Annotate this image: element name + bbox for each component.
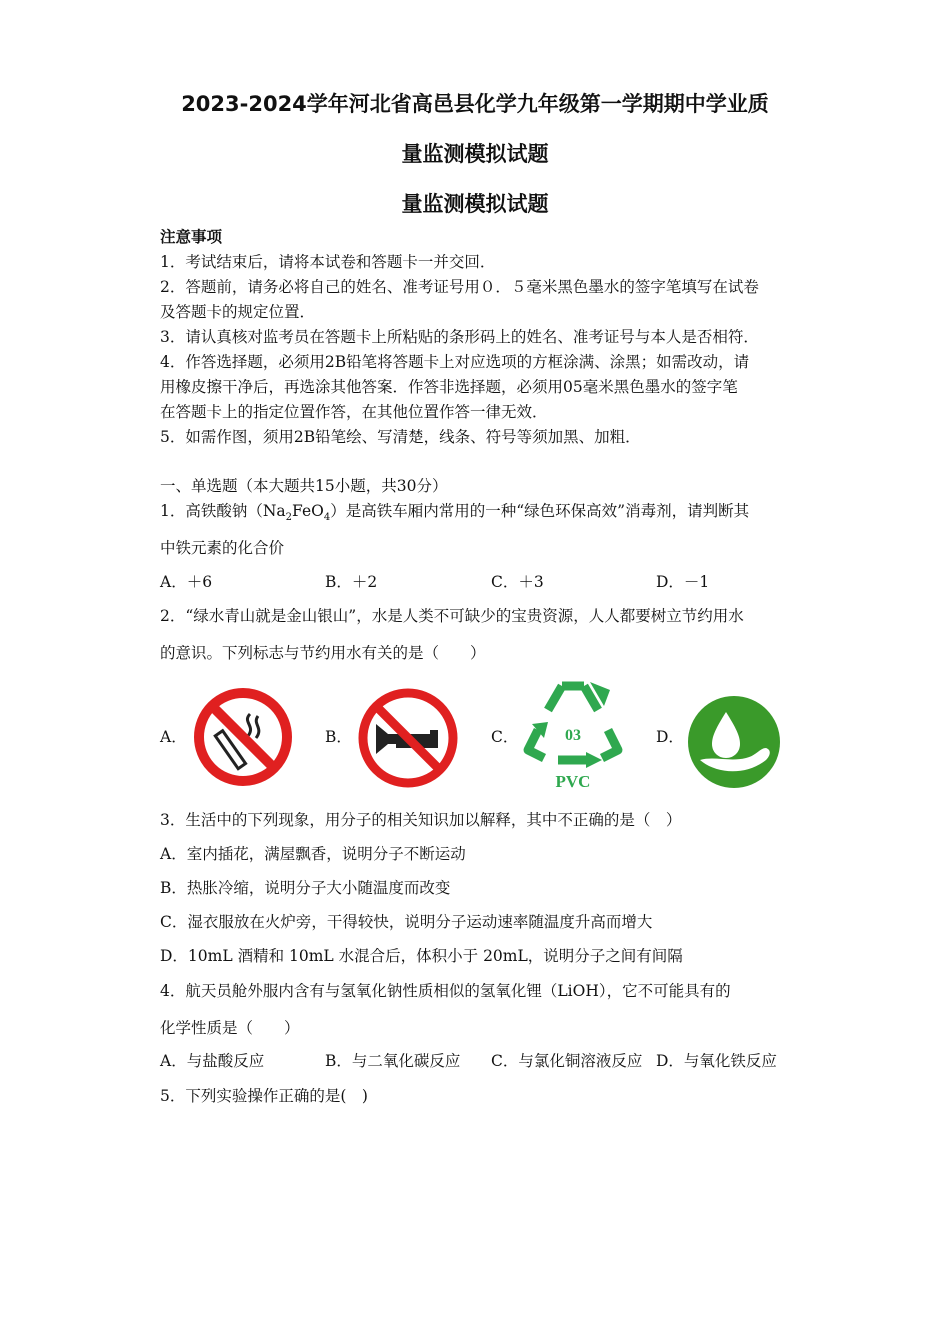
q3-option-b: B．热胀冷缩，说明分子大小随温度而改变 [160,879,451,897]
notice-item: 2．答题前，请务必将自己的姓名、准考证号用０．５毫米黑色墨水的签字笔填写在试卷 [160,278,759,296]
q2-option-d-label: D． [656,728,684,746]
notice-heading: 注意事项 [160,227,223,246]
q3-option-a: A．室内插花，满屋飘香，说明分子不断运动 [160,845,466,863]
q2-option-b-label: B． [325,728,352,746]
question-1-stem [160,501,800,528]
exam-title-line-3: 量监测模拟试题 [401,192,549,216]
recycle-arrows-icon [518,676,628,772]
no-honking-icon [356,686,460,790]
notice-item: 4．作答选择题，必须用2B铅笔将答题卡上对应选项的方框涂满、涂黑；如需改动，请 [160,353,750,371]
pvc-recycle-icon [518,676,628,796]
q3-option-d: D．10mL 酒精和 10mL 水混合后，体积小于 20mL，说明分子之间有间隔 [160,947,683,965]
q1-text-c: ）是高铁车厢内常用的一种“绿色环保高效”消毒剂，请判断其 [330,502,750,520]
notice-item: 及答题卡的规定位置． [160,303,316,321]
q4-option-c: C．与氯化铜溶液反应 [491,1052,643,1070]
notice-item: 3．请认真核对监考员在答题卡上所粘贴的条形码上的姓名、准考证号与本人是否相符． [160,328,759,346]
q1-option-c: C．＋3 [491,573,544,591]
q1-subscript-2: 2 [285,512,293,524]
q4-option-b: B．与二氧化碳反应 [325,1052,461,1070]
q1-option-b: B．＋2 [325,573,378,591]
notice-item: 在答题卡上的指定位置作答，在其他位置作答一律无效． [160,403,548,421]
q4-option-a: A．与盐酸反应 [160,1052,265,1070]
question-5-stem: 5．下列实验操作正确的是( ) [160,1087,368,1105]
notice-item: 用橡皮擦干净后，再选涂其他答案．作答非选择题，必须用05毫米黑色墨水的签字笔 [160,378,738,396]
question-4-stem: 4．航天员舱外服内含有与氢氧化钠性质相似的氢氧化锂（LiOH），它不可能具有的 [160,982,731,1000]
exam-title-line-2: 量监测模拟试题 [401,142,549,166]
q1-option-d: D．－1 [656,573,710,591]
notice-item: 1．考试结束后，请将本试卷和答题卡一并交回． [160,253,496,271]
question-1-stem-cont: 中铁元素的化合价 [160,539,285,557]
water-saving-icon [686,694,782,790]
q1-text-b: FeO [292,502,324,520]
recycle-number: 03 [565,727,581,744]
question-4-stem-cont: 化学性质是（ ） [160,1019,300,1037]
q2-option-c-label: C． [491,728,519,746]
q1-subscript-4: 4 [323,512,331,524]
section-heading: 一、单选题（本大题共15小题，共30分） [160,477,448,495]
q3-option-c: C．湿衣服放在火炉旁，干得较快，说明分子运动速率随温度升高而增大 [160,913,653,931]
question-2-stem-cont: 的意识。下列标志与节约用水有关的是（ ） [160,644,486,662]
exam-title-line-1: 2023-2024学年河北省高邑县化学九年级第一学期期中学业质 [181,92,769,116]
q2-option-a-label: A． [160,728,187,746]
recycle-material-label: PVC [555,772,591,791]
q4-option-d: D．与氧化铁反应 [656,1052,777,1070]
question-2-stem: 2．“绿水青山就是金山银山”，水是人类不可缺少的宝贵资源，人人都要树立节约用水 [160,607,744,625]
notice-item: 5．如需作图，须用2B铅笔绘、写清楚，线条、符号等须加黑、加粗． [160,428,641,446]
q1-option-a: A．＋6 [160,573,213,591]
q1-text-a: 1．高铁酸钠（Na [160,502,286,520]
question-3-stem: 3．生活中的下列现象，用分子的相关知识加以解释，其中不正确的是（ ） [160,811,682,829]
no-smoking-icon [192,686,294,788]
